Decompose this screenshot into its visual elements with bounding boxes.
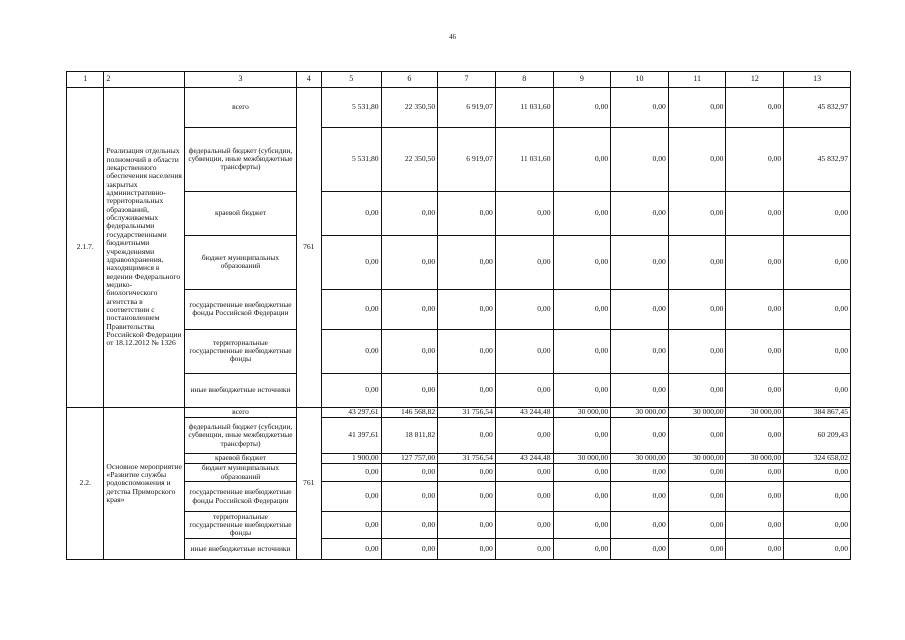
amount-cell: 43 244,48 bbox=[495, 408, 553, 418]
amount-cell: 0,00 bbox=[438, 330, 496, 374]
amount-cell: 0,00 bbox=[611, 88, 669, 128]
table-row bbox=[67, 88, 851, 128]
section-number: 2.2. bbox=[67, 408, 104, 560]
amount-cell: 0,00 bbox=[321, 464, 381, 482]
header-cell: 11 bbox=[668, 72, 726, 88]
amount-cell: 0,00 bbox=[726, 236, 784, 290]
amount-cell: 0,00 bbox=[611, 192, 669, 236]
header-cell: 6 bbox=[381, 72, 438, 88]
amount-cell: 22 350,50 bbox=[381, 88, 438, 128]
header-cell: 4 bbox=[296, 72, 321, 88]
budget-table bbox=[66, 71, 851, 560]
amount-cell: 0,00 bbox=[495, 418, 553, 454]
amount-cell: 0,00 bbox=[611, 512, 669, 539]
amount-cell: 0,00 bbox=[553, 539, 611, 560]
amount-cell: 0,00 bbox=[321, 236, 381, 290]
amount-cell: 30 000,00 bbox=[726, 454, 784, 464]
amount-cell: 384 867,45 bbox=[784, 408, 851, 418]
amount-cell: 1 900,00 bbox=[321, 454, 381, 464]
amount-cell: 0,00 bbox=[553, 482, 611, 512]
amount-cell: 11 031,60 bbox=[495, 128, 553, 192]
header-cell: 13 bbox=[784, 72, 851, 88]
amount-cell: 0,00 bbox=[438, 512, 496, 539]
table-row bbox=[67, 128, 851, 192]
funding-source: бюджет муниципальных образований bbox=[185, 236, 296, 290]
amount-cell: 0,00 bbox=[668, 482, 726, 512]
amount-cell: 0,00 bbox=[495, 290, 553, 330]
amount-cell: 0,00 bbox=[321, 290, 381, 330]
section-description: Основное мероприятие «Развитие службы родовспоможения и детства Приморского края» bbox=[104, 408, 185, 560]
amount-cell: 0,00 bbox=[495, 512, 553, 539]
amount-cell: 0,00 bbox=[611, 374, 669, 408]
amount-cell: 0,00 bbox=[784, 330, 851, 374]
amount-cell: 30 000,00 bbox=[553, 454, 611, 464]
funding-source: территориальные государственные внебюджетные фонды bbox=[185, 512, 296, 539]
amount-cell: 0,00 bbox=[553, 192, 611, 236]
table-row bbox=[67, 512, 851, 539]
amount-cell: 0,00 bbox=[726, 330, 784, 374]
amount-cell: 41 397,61 bbox=[321, 418, 381, 454]
amount-cell: 0,00 bbox=[553, 88, 611, 128]
amount-cell: 0,00 bbox=[668, 290, 726, 330]
executor-code: 761 bbox=[296, 408, 321, 560]
header-cell: 9 bbox=[553, 72, 611, 88]
amount-cell: 0,00 bbox=[438, 539, 496, 560]
amount-cell: 30 000,00 bbox=[611, 408, 669, 418]
amount-cell: 0,00 bbox=[668, 128, 726, 192]
amount-cell: 0,00 bbox=[668, 192, 726, 236]
header-cell: 1 bbox=[67, 72, 104, 88]
amount-cell: 0,00 bbox=[726, 418, 784, 454]
amount-cell: 31 756,54 bbox=[438, 454, 496, 464]
header-cell: 7 bbox=[438, 72, 496, 88]
amount-cell: 30 000,00 bbox=[611, 454, 669, 464]
amount-cell: 45 832,97 bbox=[784, 128, 851, 192]
table-row bbox=[67, 290, 851, 330]
funding-source: государственные внебюджетные фонды Российской Федерации bbox=[185, 290, 296, 330]
amount-cell: 0,00 bbox=[784, 464, 851, 482]
page-number: 46 bbox=[449, 33, 456, 41]
amount-cell: 22 350,50 bbox=[381, 128, 438, 192]
amount-cell: 0,00 bbox=[611, 290, 669, 330]
amount-cell: 43 297,61 bbox=[321, 408, 381, 418]
table-row bbox=[67, 482, 851, 512]
table-body bbox=[67, 72, 851, 560]
funding-source: всего bbox=[185, 88, 296, 128]
header-cell: 3 bbox=[185, 72, 296, 88]
amount-cell: 0,00 bbox=[553, 330, 611, 374]
amount-cell: 0,00 bbox=[438, 236, 496, 290]
header-cell: 10 bbox=[611, 72, 669, 88]
amount-cell: 0,00 bbox=[381, 539, 438, 560]
amount-cell: 0,00 bbox=[668, 539, 726, 560]
table-row bbox=[67, 330, 851, 374]
section-description: Реализация отдельных полномочий в области лекарственного обеспечения населения закрытых административно-территориальных образований, обслуживаемых федеральными государственными бюджетными учреждениями здравоохранения, находящимися в ведении Федерального медико-биологического агентства в соответствии с постановлением Правительства Российской Федерации от 18.12.2012 № 1326 bbox=[104, 88, 185, 408]
amount-cell: 0,00 bbox=[611, 418, 669, 454]
amount-cell: 0,00 bbox=[495, 374, 553, 408]
table-row bbox=[67, 464, 851, 482]
amount-cell: 0,00 bbox=[611, 539, 669, 560]
amount-cell: 0,00 bbox=[381, 192, 438, 236]
amount-cell: 0,00 bbox=[726, 374, 784, 408]
amount-cell: 0,00 bbox=[668, 512, 726, 539]
amount-cell: 0,00 bbox=[321, 192, 381, 236]
amount-cell: 0,00 bbox=[495, 192, 553, 236]
amount-cell: 11 031,60 bbox=[495, 88, 553, 128]
amount-cell: 0,00 bbox=[321, 374, 381, 408]
amount-cell: 43 244,48 bbox=[495, 454, 553, 464]
amount-cell: 0,00 bbox=[726, 290, 784, 330]
amount-cell: 0,00 bbox=[726, 539, 784, 560]
table-row bbox=[67, 236, 851, 290]
amount-cell: 0,00 bbox=[784, 290, 851, 330]
amount-cell: 0,00 bbox=[495, 464, 553, 482]
amount-cell: 0,00 bbox=[784, 482, 851, 512]
funding-source: иные внебюджетные источники bbox=[185, 539, 296, 560]
amount-cell: 0,00 bbox=[784, 192, 851, 236]
amount-cell: 0,00 bbox=[784, 539, 851, 560]
funding-source: краевой бюджет bbox=[185, 192, 296, 236]
amount-cell: 0,00 bbox=[553, 418, 611, 454]
amount-cell: 127 757,00 bbox=[381, 454, 438, 464]
funding-source: территориальные государственные внебюджетные фонды bbox=[185, 330, 296, 374]
funding-source: федеральный бюджет (субсидии, субвенции, иные межбюджетные трансферты) bbox=[185, 418, 296, 454]
amount-cell: 0,00 bbox=[611, 330, 669, 374]
table-row bbox=[67, 418, 851, 454]
amount-cell: 0,00 bbox=[553, 290, 611, 330]
amount-cell: 0,00 bbox=[668, 464, 726, 482]
funding-source: бюджет муниципальных образований bbox=[185, 464, 296, 482]
funding-source: всего bbox=[185, 408, 296, 418]
header-row bbox=[67, 72, 851, 88]
amount-cell: 0,00 bbox=[553, 512, 611, 539]
amount-cell: 0,00 bbox=[668, 88, 726, 128]
amount-cell: 0,00 bbox=[611, 482, 669, 512]
amount-cell: 5 531,80 bbox=[321, 128, 381, 192]
amount-cell: 0,00 bbox=[553, 128, 611, 192]
header-cell: 2 bbox=[104, 72, 185, 88]
amount-cell: 0,00 bbox=[726, 464, 784, 482]
amount-cell: 0,00 bbox=[553, 236, 611, 290]
amount-cell: 0,00 bbox=[321, 512, 381, 539]
section-number: 2.1.7. bbox=[67, 88, 104, 408]
table-row bbox=[67, 539, 851, 560]
amount-cell: 0,00 bbox=[668, 418, 726, 454]
amount-cell: 0,00 bbox=[321, 482, 381, 512]
funding-source: краевой бюджет bbox=[185, 454, 296, 464]
amount-cell: 0,00 bbox=[438, 290, 496, 330]
table-row bbox=[67, 454, 851, 464]
funding-source: государственные внебюджетные фонды Российской Федерации bbox=[185, 482, 296, 512]
table-row bbox=[67, 374, 851, 408]
amount-cell: 0,00 bbox=[381, 330, 438, 374]
amount-cell: 0,00 bbox=[553, 464, 611, 482]
funding-source: иные внебюджетные источники bbox=[185, 374, 296, 408]
amount-cell: 324 658,02 bbox=[784, 454, 851, 464]
amount-cell: 0,00 bbox=[381, 512, 438, 539]
amount-cell: 31 756,54 bbox=[438, 408, 496, 418]
amount-cell: 0,00 bbox=[438, 464, 496, 482]
amount-cell: 0,00 bbox=[784, 374, 851, 408]
amount-cell: 0,00 bbox=[381, 290, 438, 330]
table-row bbox=[67, 192, 851, 236]
amount-cell: 0,00 bbox=[553, 374, 611, 408]
amount-cell: 0,00 bbox=[611, 128, 669, 192]
amount-cell: 60 209,43 bbox=[784, 418, 851, 454]
header-cell: 12 bbox=[726, 72, 784, 88]
amount-cell: 0,00 bbox=[495, 482, 553, 512]
amount-cell: 0,00 bbox=[726, 512, 784, 539]
amount-cell: 146 568,82 bbox=[381, 408, 438, 418]
amount-cell: 0,00 bbox=[784, 512, 851, 539]
amount-cell: 30 000,00 bbox=[726, 408, 784, 418]
amount-cell: 0,00 bbox=[438, 482, 496, 512]
amount-cell: 6 919,07 bbox=[438, 88, 496, 128]
amount-cell: 6 919,07 bbox=[438, 128, 496, 192]
amount-cell: 0,00 bbox=[438, 374, 496, 408]
header-cell: 8 bbox=[495, 72, 553, 88]
amount-cell: 0,00 bbox=[321, 330, 381, 374]
amount-cell: 0,00 bbox=[438, 192, 496, 236]
amount-cell: 0,00 bbox=[726, 192, 784, 236]
amount-cell: 0,00 bbox=[381, 374, 438, 408]
amount-cell: 45 832,97 bbox=[784, 88, 851, 128]
table-row bbox=[67, 408, 851, 418]
amount-cell: 0,00 bbox=[611, 464, 669, 482]
amount-cell: 0,00 bbox=[668, 330, 726, 374]
amount-cell: 0,00 bbox=[495, 330, 553, 374]
amount-cell: 30 000,00 bbox=[668, 408, 726, 418]
amount-cell: 0,00 bbox=[726, 482, 784, 512]
amount-cell: 0,00 bbox=[726, 128, 784, 192]
amount-cell: 0,00 bbox=[668, 236, 726, 290]
amount-cell: 0,00 bbox=[784, 236, 851, 290]
amount-cell: 0,00 bbox=[381, 236, 438, 290]
amount-cell: 0,00 bbox=[726, 88, 784, 128]
amount-cell: 0,00 bbox=[495, 236, 553, 290]
amount-cell: 0,00 bbox=[381, 464, 438, 482]
amount-cell: 18 811,82 bbox=[381, 418, 438, 454]
amount-cell: 5 531,80 bbox=[321, 88, 381, 128]
funding-source: федеральный бюджет (субсидии, субвенции, иные межбюджетные трансферты) bbox=[185, 128, 296, 192]
amount-cell: 0,00 bbox=[438, 418, 496, 454]
amount-cell: 30 000,00 bbox=[553, 408, 611, 418]
amount-cell: 0,00 bbox=[321, 539, 381, 560]
amount-cell: 0,00 bbox=[381, 482, 438, 512]
amount-cell: 0,00 bbox=[668, 374, 726, 408]
amount-cell: 30 000,00 bbox=[668, 454, 726, 464]
header-cell: 5 bbox=[321, 72, 381, 88]
amount-cell: 0,00 bbox=[495, 539, 553, 560]
executor-code: 761 bbox=[296, 88, 321, 408]
amount-cell: 0,00 bbox=[611, 236, 669, 290]
